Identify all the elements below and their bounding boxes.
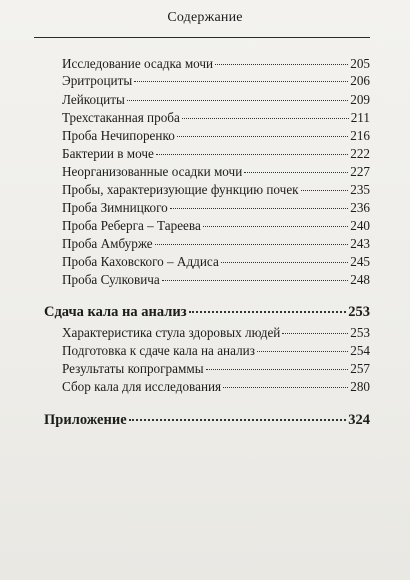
toc-section-page: 253	[348, 304, 370, 320]
toc-entry[interactable]	[62, 361, 370, 377]
toc-section-title: Сдача кала на анализ	[44, 304, 187, 320]
toc-entry-title: Сбор кала для исследования	[62, 379, 222, 394]
toc-section-title: Приложение	[44, 412, 127, 428]
dot-leader	[127, 99, 348, 101]
toc-entry-page: 254	[350, 343, 370, 358]
toc-entry-title: Проба Сулковича	[62, 272, 160, 287]
toc-entry-page: 211	[350, 110, 370, 125]
toc-entry-page: 280	[350, 379, 370, 394]
toc-entry[interactable]	[62, 379, 370, 395]
toc-entry[interactable]	[62, 218, 370, 234]
toc-entry-page: 240	[350, 218, 370, 233]
toc-entry-title: Проба Нечипоренко	[62, 128, 175, 143]
toc-entry[interactable]	[62, 182, 370, 198]
dot-leader	[182, 117, 349, 119]
dot-leader	[301, 189, 349, 191]
toc-entry-page: 236	[350, 200, 370, 215]
dot-leader	[244, 171, 348, 173]
dot-leader	[221, 261, 348, 263]
dot-leader	[162, 279, 348, 281]
toc-entry[interactable]	[62, 272, 370, 288]
toc-entry[interactable]	[62, 92, 370, 108]
toc-entry[interactable]	[62, 128, 370, 144]
toc-entry-page: 257	[350, 361, 370, 376]
toc-entry[interactable]	[62, 73, 370, 89]
dot-leader	[155, 243, 349, 245]
toc-entry-title: Проба Реберга – Тареева	[62, 218, 201, 233]
toc-entry[interactable]	[62, 325, 370, 341]
toc-entry-page: 243	[350, 236, 370, 251]
toc-entry-title: Проба Зимницкого	[62, 200, 168, 215]
toc-entry-page: 205	[350, 56, 370, 71]
dot-leader	[223, 386, 348, 388]
toc-section-stool[interactable]	[44, 304, 370, 321]
toc-entry-title: Лейкоциты	[62, 92, 125, 107]
toc-entry-page: 222	[350, 146, 370, 161]
toc-entry-page: 209	[350, 92, 370, 107]
dot-leader	[156, 153, 348, 155]
toc-entry-page: 235	[350, 182, 370, 197]
toc-section-appendix[interactable]	[44, 412, 370, 429]
toc-entry[interactable]	[62, 343, 370, 359]
dot-leader	[189, 310, 347, 313]
toc-entry[interactable]	[62, 164, 370, 180]
dot-leader	[170, 207, 348, 209]
toc-section-page: 324	[348, 412, 370, 428]
toc-entry-title: Характеристика стула здоровых людей	[62, 325, 281, 340]
toc-entry-title: Бактерии в моче	[62, 146, 154, 161]
toc-entry-title: Проба Каховского – Аддиса	[62, 254, 219, 269]
toc-entry-page: 248	[350, 272, 370, 287]
dot-leader	[203, 225, 348, 227]
dot-leader	[129, 418, 347, 421]
toc-entry-title: Пробы, характеризующие функцию почек	[62, 182, 299, 197]
toc-entry[interactable]	[62, 110, 370, 126]
toc-entry-title: Подготовка к сдаче кала на анализ	[62, 343, 255, 358]
toc-entry-page: 216	[350, 128, 370, 143]
dot-leader	[215, 63, 348, 65]
toc-entry-title: Проба Амбурже	[62, 236, 153, 251]
dot-leader	[282, 332, 348, 334]
toc-entry-title: Эритроциты	[62, 73, 133, 88]
toc-entry-title: Результаты копрограммы	[62, 361, 204, 376]
toc-entry[interactable]	[62, 236, 370, 252]
toc-entry-page: 206	[350, 73, 370, 88]
toc-entry[interactable]	[62, 56, 370, 72]
dot-leader	[206, 368, 349, 370]
page-header: Содержание	[167, 10, 243, 25]
toc-entry-title: Трехстаканная проба	[62, 110, 180, 125]
toc-entry[interactable]	[62, 200, 370, 216]
toc-entry-page: 253	[350, 325, 370, 340]
toc-entry[interactable]	[62, 146, 370, 162]
toc-entry-page: 227	[350, 164, 370, 179]
dot-leader	[177, 135, 348, 137]
toc-entry-page: 245	[350, 254, 370, 269]
dot-leader	[257, 350, 348, 352]
toc-entry-title: Неорганизованные осадки мочи	[62, 164, 243, 179]
toc-entry[interactable]	[62, 254, 370, 270]
toc-entry-title: Исследование осадка мочи	[62, 56, 214, 71]
dot-leader	[134, 80, 348, 82]
